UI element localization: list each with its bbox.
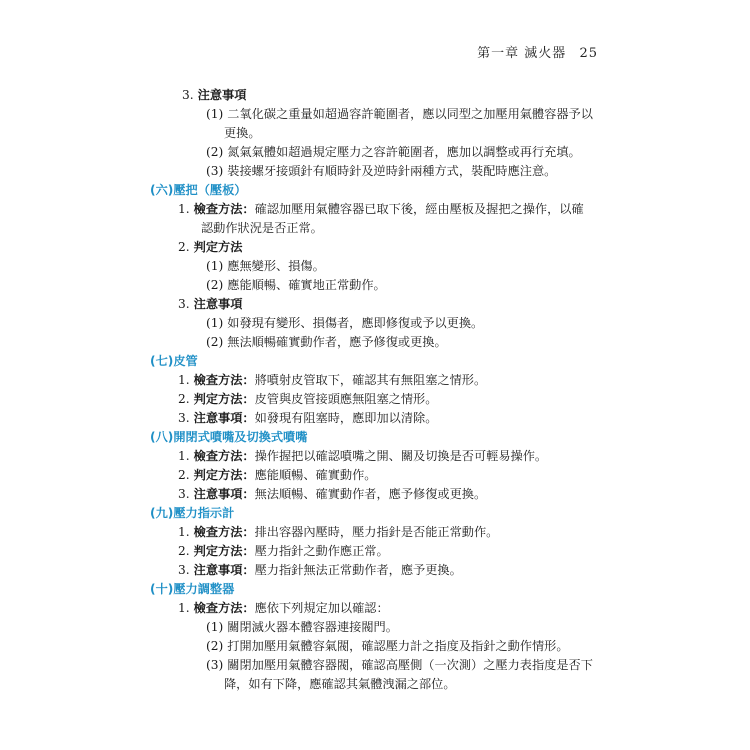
item-text: 關閉滅火器本體容器連接閥門。 <box>227 620 398 634</box>
item-text: 認動作狀況是否正常。 <box>201 221 323 235</box>
text-line <box>150 599 610 618</box>
text-line <box>150 86 610 105</box>
item-number: 2. <box>178 392 190 406</box>
item-text: 無法順暢、確實動作者，應予修復或更換。 <box>254 487 487 501</box>
text-line <box>150 409 610 428</box>
section-heading <box>150 504 610 523</box>
item-text: 如發現有阻塞時，應即加以清除。 <box>254 411 438 425</box>
item-heading: 檢查方法： <box>193 525 255 539</box>
item-heading: 檢查方法： <box>193 373 255 387</box>
text-line <box>150 276 610 295</box>
item-text: (八)開閉式噴嘴及切換式噴嘴 <box>150 430 308 444</box>
item-number: 3. <box>178 487 190 501</box>
item-text: 壓力指針之動作應正常。 <box>254 544 389 558</box>
item-text: 確認加壓用氣體容器已取下後，經由壓板及握把之操作，以確 <box>254 202 584 216</box>
item-text: 氮氣氣體如超過規定壓力之容許範圍者，應加以調整或再行充填。 <box>227 145 581 159</box>
item-text: 應無變形、損傷。 <box>227 259 325 273</box>
item-heading: 注意事項 <box>197 88 247 102</box>
running-header <box>477 42 598 61</box>
item-number: 3. <box>178 411 190 425</box>
item-number: (1) <box>206 107 224 121</box>
item-text: 二氧化碳之重量如超過容許範圍者，應以同型之加壓用氣體容器予以 <box>227 107 593 121</box>
item-heading: 注意事項： <box>193 487 255 501</box>
text-line <box>150 314 610 333</box>
text-line <box>150 561 610 580</box>
text-line <box>150 675 610 694</box>
item-text: (六)壓把（壓板） <box>150 183 247 197</box>
item-heading: 判定方法： <box>193 392 255 406</box>
section-heading <box>150 181 610 200</box>
text-line <box>150 637 610 656</box>
item-text: 更換。 <box>224 126 261 140</box>
text-line <box>150 124 610 143</box>
section-heading <box>150 352 610 371</box>
section-heading <box>150 428 610 447</box>
item-number: (1) <box>206 620 224 634</box>
item-number: (2) <box>206 335 224 349</box>
item-number: (2) <box>206 145 224 159</box>
item-text: 關閉加壓用氣體容器閥，確認高壓側（一次測）之壓力表指度是否下 <box>227 658 593 672</box>
item-number: 2. <box>178 240 190 254</box>
item-text: 皮管與皮管接頭應無阻塞之情形。 <box>254 392 438 406</box>
item-number: 3. <box>178 563 190 577</box>
text-line <box>150 295 610 314</box>
item-text: 打開加壓用氣體容氣閥，確認壓力計之指度及指針之動作情形。 <box>227 639 569 653</box>
chapter-title: 第一章 滅火器 <box>477 46 567 61</box>
item-heading: 檢查方法： <box>193 202 255 216</box>
item-number: 1. <box>178 449 190 463</box>
item-text: 操作握把以確認噴嘴之開、關及切換是否可輕易操作。 <box>254 449 548 463</box>
item-text: 排出容器內壓時，壓力指針是否能正常動作。 <box>254 525 499 539</box>
item-text: 應能順暢、確實地正常動作。 <box>227 278 386 292</box>
text-line <box>150 371 610 390</box>
text-line <box>150 219 610 238</box>
text-line <box>150 105 610 124</box>
item-heading: 檢查方法： <box>193 601 255 615</box>
item-text: 壓力指針無法正常動作者，應予更換。 <box>254 563 462 577</box>
text-line <box>150 618 610 637</box>
item-heading: 注意事項 <box>193 297 243 311</box>
item-number: 2. <box>178 544 190 558</box>
item-number: 3. <box>178 297 190 311</box>
item-heading: 注意事項： <box>193 411 255 425</box>
page-number: 25 <box>579 46 598 61</box>
item-text: 降，如有下降，應確認其氣體洩漏之部位。 <box>224 677 456 691</box>
section-heading <box>150 580 610 599</box>
item-number: 1. <box>178 202 190 216</box>
item-text: 裝接螺牙接頭針有順時針及逆時針兩種方式，裝配時應注意。 <box>227 164 557 178</box>
text-line <box>150 447 610 466</box>
item-heading: 判定方法： <box>193 544 255 558</box>
item-number: 1. <box>178 601 190 615</box>
text-line <box>150 333 610 352</box>
item-heading: 注意事項： <box>193 563 255 577</box>
item-heading: 判定方法： <box>193 468 255 482</box>
text-line <box>150 390 610 409</box>
item-heading: 判定方法 <box>193 240 243 254</box>
item-number: 2. <box>178 468 190 482</box>
item-text: 應依下列規定加以確認： <box>254 601 389 615</box>
item-text: (七)皮管 <box>150 354 198 368</box>
text-line <box>150 143 610 162</box>
item-heading: 檢查方法： <box>193 449 255 463</box>
text-line <box>150 542 610 561</box>
text-line <box>150 162 610 181</box>
item-number: 1. <box>178 525 190 539</box>
text-line <box>150 656 610 675</box>
item-number: 3. <box>182 88 194 102</box>
text-line <box>150 200 610 219</box>
text-line <box>150 485 610 504</box>
text-line <box>150 523 610 542</box>
item-text: (九)壓力指示計 <box>150 506 235 520</box>
text-line <box>150 466 610 485</box>
item-number: (3) <box>206 164 224 178</box>
document-body <box>150 86 610 694</box>
item-text: (十)壓力調整器 <box>150 582 235 596</box>
item-number: (2) <box>206 639 224 653</box>
item-text: 如發現有變形、損傷者，應即修復或予以更換。 <box>227 316 484 330</box>
item-text: 無法順暢確實動作者，應予修復或更換。 <box>227 335 447 349</box>
item-number: (1) <box>206 259 224 273</box>
text-line <box>150 257 610 276</box>
text-line <box>150 238 610 257</box>
item-text: 應能順暢、確實動作。 <box>254 468 377 482</box>
item-number: (3) <box>206 658 224 672</box>
item-number: (1) <box>206 316 224 330</box>
item-text: 將噴射皮管取下，確認其有無阻塞之情形。 <box>254 373 487 387</box>
item-number: (2) <box>206 278 224 292</box>
item-number: 1. <box>178 373 190 387</box>
